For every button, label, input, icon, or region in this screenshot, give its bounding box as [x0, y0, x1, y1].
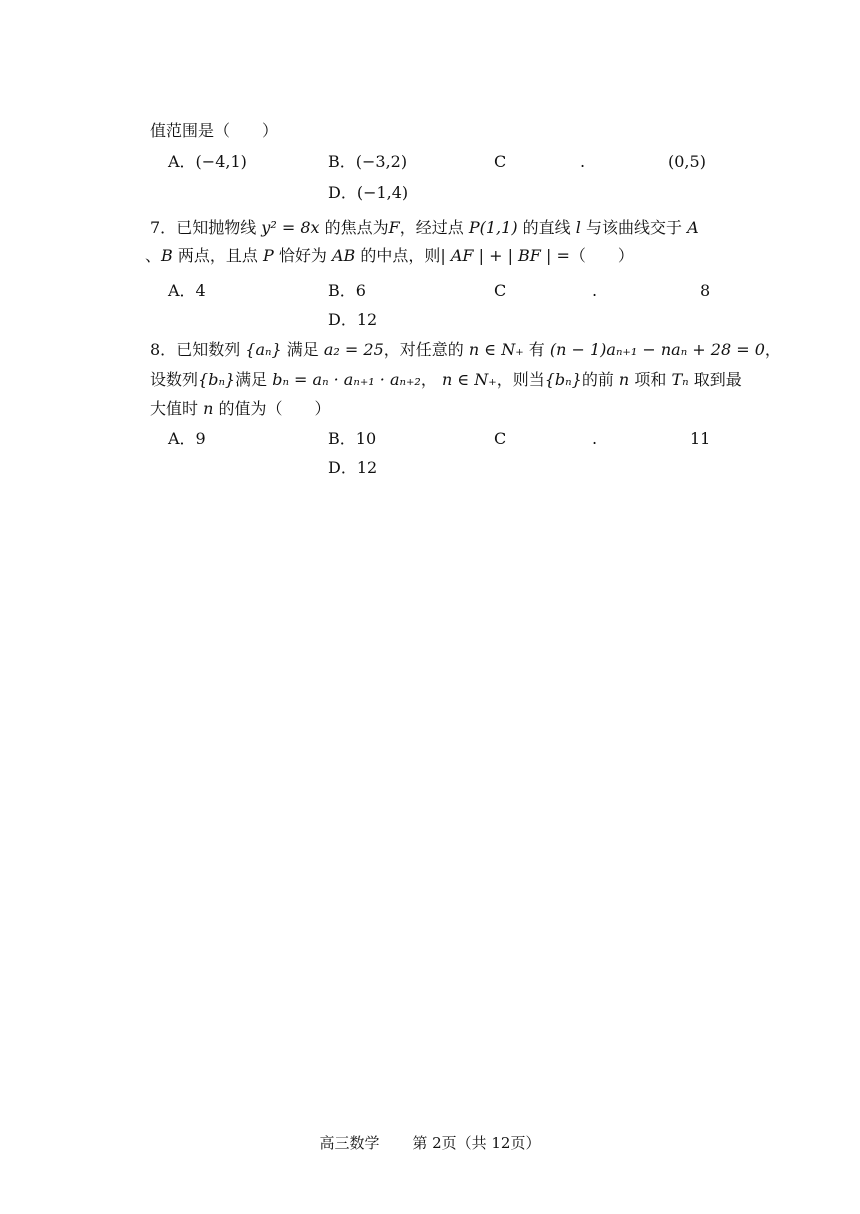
q6-option-a: A．(−4,1) [168, 152, 247, 171]
q7-point-b: B [161, 246, 173, 265]
q8-option-a: A．9 [168, 429, 206, 448]
q8-option-c-value: 11 [690, 429, 711, 448]
q6-tail [150, 120, 710, 142]
q8-variable-n-2: n [203, 399, 214, 418]
q8-recurrence: (n − 1)aₙ₊₁ − naₙ + 28 = 0 [549, 340, 765, 359]
q8-option-d: D．12 [328, 458, 378, 477]
q6-option-c-letter: C [494, 152, 507, 171]
q8-option-c-letter: C [494, 429, 507, 448]
q7-point-a: A [687, 218, 699, 237]
q8-text-8: ， [420, 370, 437, 389]
q7-text-8: 恰好为 [278, 246, 327, 265]
q8-text-1: 已知数列 [176, 340, 241, 359]
q8-text-3: ，对任意的 [383, 340, 464, 359]
q8-text-14: 的值为（ ） [218, 399, 331, 418]
q8-domain-2: n ∈ N₊ [441, 370, 497, 389]
q8-text-9: ，则当 [496, 370, 545, 389]
q7-text-6: 、 [145, 246, 162, 265]
q8-text-12: 取到最 [693, 370, 742, 389]
q7-option-a: A．4 [168, 281, 206, 300]
q8-text-4: 有 [528, 340, 545, 359]
q7-point-p-2: P [262, 246, 274, 265]
q7-line-l: l [575, 218, 581, 237]
q7-focus: F [388, 218, 400, 237]
q8-sequence-a: {aₙ} [245, 340, 282, 359]
footer-page-number: 第 2页（共 12页） [412, 1134, 541, 1152]
q7-option-c-value: 8 [700, 281, 711, 300]
q6-option-c-value: (0,5) [668, 152, 706, 171]
q7-parabola-equation: y² = 8x [261, 218, 320, 237]
footer-subject: 高三数学 [319, 1134, 380, 1152]
q7-point-p: P(1,1) [468, 218, 518, 237]
q8-text-6: 设数列 [150, 370, 199, 389]
q8-text-2: 满足 [286, 340, 319, 359]
q7-text-3: ，经过点 [399, 218, 464, 237]
q8-text-10: 的前 [581, 370, 614, 389]
q7-text-9: 的中点，则 [360, 246, 441, 265]
q8-sum-tn: Tₙ [671, 370, 689, 389]
q8-b-definition: bₙ = aₙ · aₙ₊₁ · aₙ₊₂ [272, 370, 421, 389]
q7-expression: | AF | + | BF | = [440, 246, 570, 265]
q7-segment-ab: AB [331, 246, 356, 265]
q8-line-2 [150, 369, 742, 391]
q7-text-4: 的直线 [522, 218, 571, 237]
page-footer [0, 1133, 860, 1153]
q7-text-5: 与该曲线交于 [585, 218, 682, 237]
q6-tail-text: 值范围是（ ） [150, 121, 279, 140]
q7-answer-paren: （ ） [569, 246, 634, 265]
q7-text-7: 两点，且点 [177, 246, 258, 265]
q8-line-3 [150, 398, 710, 420]
q8-variable-n: n [618, 370, 630, 389]
q7-option-d: D．12 [328, 310, 378, 329]
q8-text-11: 项和 [634, 370, 667, 389]
q7-number: 7． [150, 218, 177, 237]
q8-text-5: ， [764, 340, 781, 359]
q8-text-7: 满足 [235, 370, 268, 389]
q8-sequence-b: {bₙ} [198, 370, 236, 389]
q8-line-1 [150, 339, 781, 361]
q8-a2-value: a₂ = 25 [323, 340, 384, 359]
q8-option-b: B．10 [328, 429, 377, 448]
q6-option-c-dot: . [580, 152, 586, 171]
q7-option-c-letter: C [494, 281, 507, 300]
q8-sequence-b-2: {bₙ} [544, 370, 582, 389]
q7-text-2: 的焦点为 [324, 218, 389, 237]
q8-option-c-dot: . [592, 429, 598, 448]
q8-number: 8． [150, 340, 177, 359]
q7-line-2 [145, 245, 705, 267]
q7-line-1 [150, 217, 710, 239]
q6-option-b: B．(−3,2) [328, 152, 408, 171]
q8-text-13: 大值时 [150, 399, 199, 418]
q8-domain: n ∈ N₊ [468, 340, 524, 359]
q6-option-d: D．(−1,4) [328, 183, 409, 202]
q7-option-c-dot: . [592, 281, 598, 300]
q7-option-b: B．6 [328, 281, 366, 300]
q7-text-1: 已知抛物线 [176, 218, 257, 237]
